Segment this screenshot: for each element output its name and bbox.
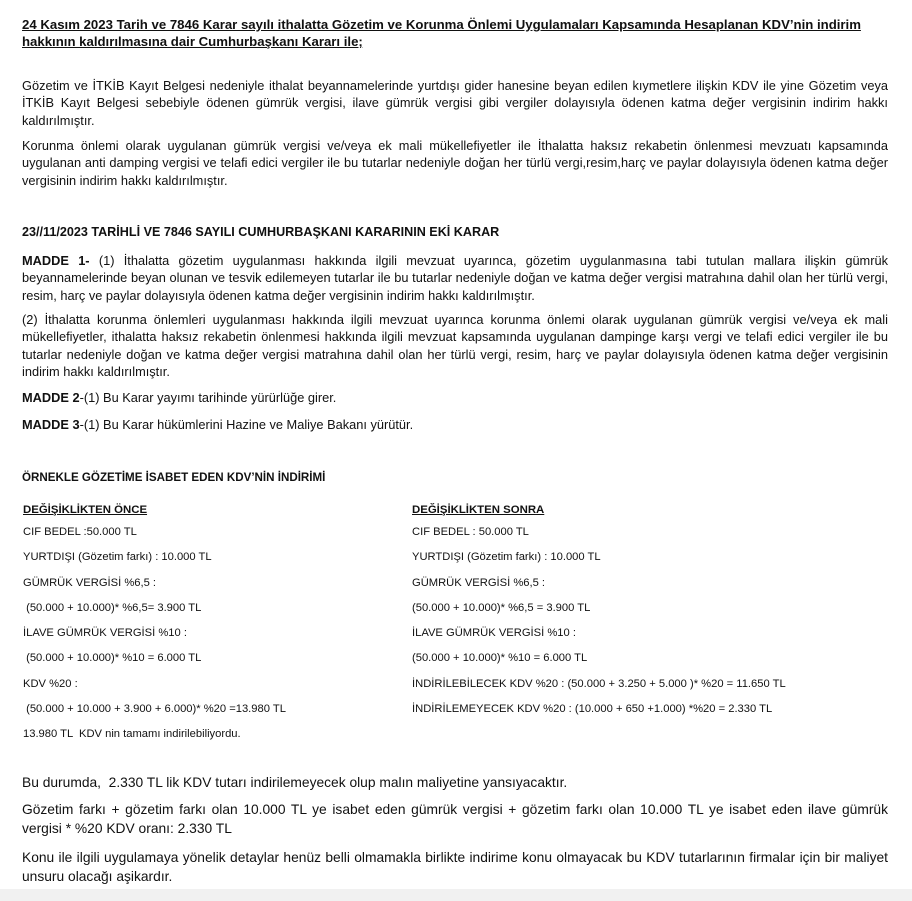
before-row: YURTDIŞI (Gözetim farkı) : 10.000 TL	[23, 551, 212, 564]
after-row: GÜMRÜK VERGİSİ %6,5 :	[412, 576, 546, 589]
after-row: İNDİRİLEBİLECEK KDV %20 : (50.000 + 3.250 + 5.000 )* %20 = 11.650 TL	[412, 677, 786, 690]
before-change-column	[23, 500, 443, 748]
before-change-title: DEĞİŞİKLİKTEN ÖNCE	[23, 504, 148, 516]
article-1-label: MADDE 1-	[22, 253, 90, 268]
intro-paragraph-1: Gözetim ve İTKİB Kayıt Belgesi nedeniyle ithalat beyannamelerinde yurtdışı gider hanesine beyan edilen kıymetlere ilişkin KDV ile yine Gözetim veya İTKİB Kayıt Belgesi sebebiyle ödenen gümrük vergisi, ilave gümrük vergisi gibi vergiler dolayısıyla ödenen katma değer vergisinin indirim hakkı kaldırılmıştır.	[22, 78, 888, 128]
article-3-label: MADDE 3	[22, 417, 80, 432]
after-change-title: DEĞİŞİKLİKTEN SONRA	[412, 504, 545, 516]
before-row: CIF BEDEL :50.000 TL	[23, 526, 137, 538]
before-row: KDV %20 :	[23, 677, 78, 690]
conclusion-paragraph-2: Gözetim farkı + gözetim farkı olan 10.000 TL ye isabet eden gümrük vergisi + gözetim farkı olan 10.000 TL ye isabet eden ilave gümrük vergisi * %20 KDV oranı: 2.330 TL	[22, 802, 888, 836]
before-row: İLAVE GÜMRÜK VERGİSİ %10 :	[23, 627, 187, 640]
article-2-label: MADDE 2	[22, 390, 80, 405]
conclusion-paragraph-1: Bu durumda, 2.330 TL lik KDV tutarı indirilemeyecek olup malın maliyetine yansıyacaktır.	[22, 775, 568, 790]
before-row: (50.000 + 10.000 + 3.900 + 6.000)* %20 =13.980 TL	[23, 703, 286, 716]
article-3-text: -(1) Bu Karar hükümlerini Hazine ve Maliye Bakanı yürütür.	[79, 417, 414, 432]
decree-heading: 23//11/2023 TARİHLİ VE 7846 SAYILI CUMHURBAŞKANI KARARININ EKİ KARAR	[22, 225, 500, 239]
page-bottom-strip	[0, 889, 912, 901]
after-row: (50.000 + 10.000)* %6,5 = 3.900 TL	[412, 601, 591, 614]
document-title: 24 Kasım 2023 Tarih ve 7846 Karar sayılı ithalatta Gözetim ve Korunma Önlemi Uygulamaları Kapsamında Hesaplanan KDV’nin indirim hakkının kaldırılmasına dair Cumhurbaşkanı Kararı ile;	[22, 17, 861, 49]
after-row: İLAVE GÜMRÜK VERGİSİ %10 :	[412, 627, 576, 640]
before-row: 13.980 TL KDV nin tamamı indirilebiliyordu.	[23, 728, 241, 741]
article-3	[22, 416, 888, 433]
after-row: CIF BEDEL : 50.000 TL	[412, 526, 529, 538]
article-1-paragraph-2: (2) İthalatta korunma önlemleri uygulanması hakkında ilgili mevzuat uyarınca korunma önlemi olarak uygulanan gümrük vergisi ve/veya ek mali mükellefiyetler, ithalatta haksız rekabetin önlenmesi hakkında ilgili mevzuat kapsamında uygulanan dampinge karşı vergi ve telafi edici vergiler ile bu tutarlar nedeniyle doğan ve katma değer vergisi matrahına dahil olan her türlü vergi, resim, harç ve paylar dolayısıyla ödenen katma değer vergisinin indirim hakkı kaldırılmıştır.	[22, 312, 888, 380]
intro-paragraph-2: Korunma önlemi olarak uygulanan gümrük vergisi ve/veya ek mali mükellefiyetler ile İthalatta haksız rekabetin önlenmesi mevzuatı kapsamında uygulanan anti damping vergisi ve telafi edici vergiler ile bu tutarlar nedeniyle doğan her türlü vergi,resim,harç ve paylar dolayısıyla ödenen katma değer vergisinin indirim hakkı kaldırılmıştır.	[22, 138, 888, 188]
article-2-text: -(1) Bu Karar yayımı tarihinde yürürlüğe girer.	[79, 390, 337, 405]
article-2	[22, 389, 888, 406]
conclusion-paragraph-3: Konu ile ilgili uygulamaya yönelik detaylar henüz belli olmamakla birlikte indirime konu olmayacak bu KDV tutarlarının firmalar için bir maliyet unsuru olacağı aşikardır.	[22, 850, 888, 884]
before-row: (50.000 + 10.000)* %6,5= 3.900 TL	[23, 601, 202, 614]
after-change-column	[412, 500, 888, 722]
before-row: (50.000 + 10.000)* %10 = 6.000 TL	[23, 652, 202, 665]
after-row: (50.000 + 10.000)* %10 = 6.000 TL	[412, 652, 588, 665]
example-heading: ÖRNEKLE GÖZETİME İSABET EDEN KDV’NİN İNDİRİMİ	[22, 471, 326, 484]
article-1-paragraph-1	[22, 252, 888, 304]
after-row: YURTDIŞI (Gözetim farkı) : 10.000 TL	[412, 551, 601, 564]
before-row: GÜMRÜK VERGİSİ %6,5 :	[23, 576, 157, 589]
article-1-text: (1) İthalatta gözetim uygulanması hakkında ilgili mevzuat uyarınca, gözetim uygulanmasına tabi tutulan mallara ilişkin gümrük beyannamelerinde beyan olunan ve tesvik edilemeyen tutarlar ile bu tutarlar nedeniyle doğan ve katma değer vergisi matrahına dahil olan her türlü vergi, resim, harç ve paylar dolayısıyla ödenen katma değer vergisinin indirim hakkı kaldırılmıştır.	[22, 253, 888, 303]
after-row: İNDİRİLEMEYECEK KDV %20 : (10.000 + 650 +1.000) *%20 = 2.330 TL	[412, 703, 773, 716]
